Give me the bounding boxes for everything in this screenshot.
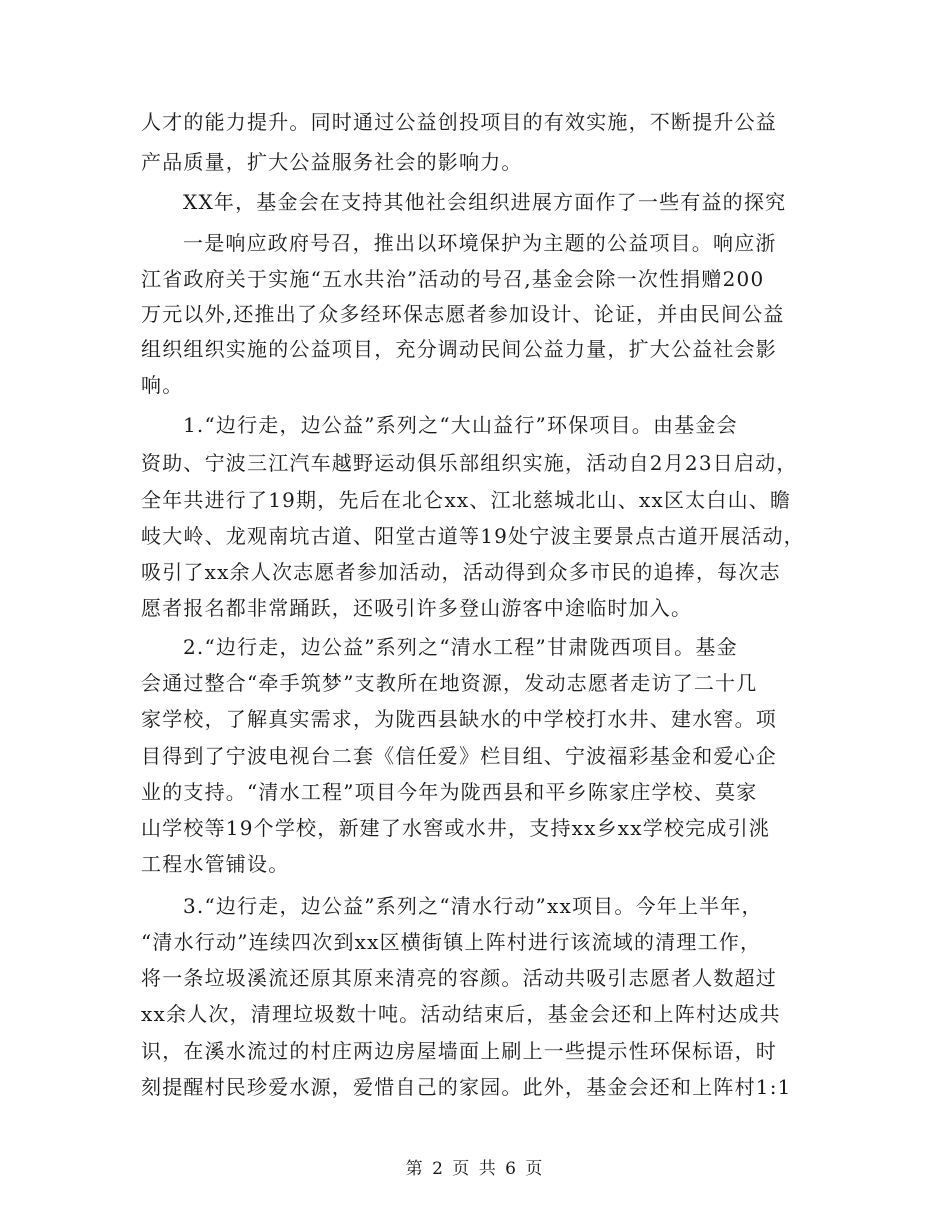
body-line: xx余人次，清理垃圾数十吨。活动结束后，基金会还和上阵村达成共 [141, 1002, 781, 1026]
body-line: 刻提醒村民珍爱水源，爱惜自己的家园。此外，基金会还和上阵村1:1 [141, 1075, 792, 1099]
body-line: 目得到了宁波电视台二套《信任爱》栏目组、宁波福彩基金和爱心企 [141, 744, 777, 768]
body-line: 人才的能力提升。同时通过公益创投项目的有效实施，不断提升公益 [141, 110, 777, 134]
body-line: 产品质量，扩大公益服务社会的影响力。 [141, 150, 523, 174]
body-line: 组织组织实施的公益项目，充分调动民间公益力量，扩大公益社会影 [141, 337, 777, 361]
body-line: 业的支持。“清水工程”项目今年为陇西县和平乡陈家庄学校、莫家 [141, 780, 758, 804]
body-line: 吸引了xx余人次志愿者参加活动，活动得到众多市民的追捧，每次志 [141, 560, 781, 584]
body-line: 家学校，了解真实需求，为陇西县缺水的中学校打水井、建水窖。项 [141, 707, 777, 731]
body-line: 识，在溪水流过的村庄两边房屋墙面上刷上一些提示性环保标语，时 [141, 1039, 777, 1063]
body-line: 全年共进行了19期，先后在北仑xx、江北慈城北山、xx区太白山、瞻 [141, 488, 792, 512]
page-number-footer: 第 2 页 共 6 页 [405, 1159, 545, 1179]
body-line: 万元以外,还推出了众多经环保志愿者参加设计、论证，并由民间公益 [141, 302, 785, 326]
body-line: 愿者报名都非常踊跃，还吸引许多登山游客中途临时加入。 [141, 596, 693, 620]
paragraph-first-line: 3.“边行走，边公益”系列之“清水行动”xx项目。今年上半年， [183, 894, 763, 918]
paragraph-first-line: 一是响应政府号召，推出以环境保护为主题的公益项目。响应浙 [183, 231, 777, 255]
body-line: 将一条垃圾溪流还原其原来清亮的容颜。活动共吸引志愿者人数超过 [141, 966, 777, 990]
body-line: 岐大岭、龙观南坑古道、阳堂古道等19处宁波主要景点古道开展活动， [141, 524, 805, 548]
paragraph-first-line: 2.“边行走，边公益”系列之“清水工程”甘肃陇西项目。基金 [183, 635, 738, 659]
paragraph-first-line: XX年，基金会在支持其他社会组织进展方面作了一些有益的探究 [183, 190, 787, 214]
paragraph-first-line: 1.“边行走，边公益”系列之“大山益行”环保项目。由基金会 [183, 413, 738, 437]
body-line: 资助、宁波三江汽车越野运动俱乐部组织实施，活动自2月23日启动， [141, 451, 798, 475]
body-line: 响。 [141, 373, 184, 397]
body-line: 工程水管铺设。 [141, 852, 290, 876]
body-line: 会通过整合“牵手筑梦”支教所在地资源，发动志愿者走访了二十几 [141, 671, 758, 695]
body-line: “清水行动”连续四次到xx区横街镇上阵村进行该流域的清理工作， [141, 930, 762, 954]
body-line: 山学校等19个学校，新建了水窖或水井，支持xx乡xx学校完成引洮 [141, 816, 770, 840]
body-line: 江省政府关于实施“五水共治”活动的号召,基金会除一次性捐赠200 [141, 267, 765, 291]
